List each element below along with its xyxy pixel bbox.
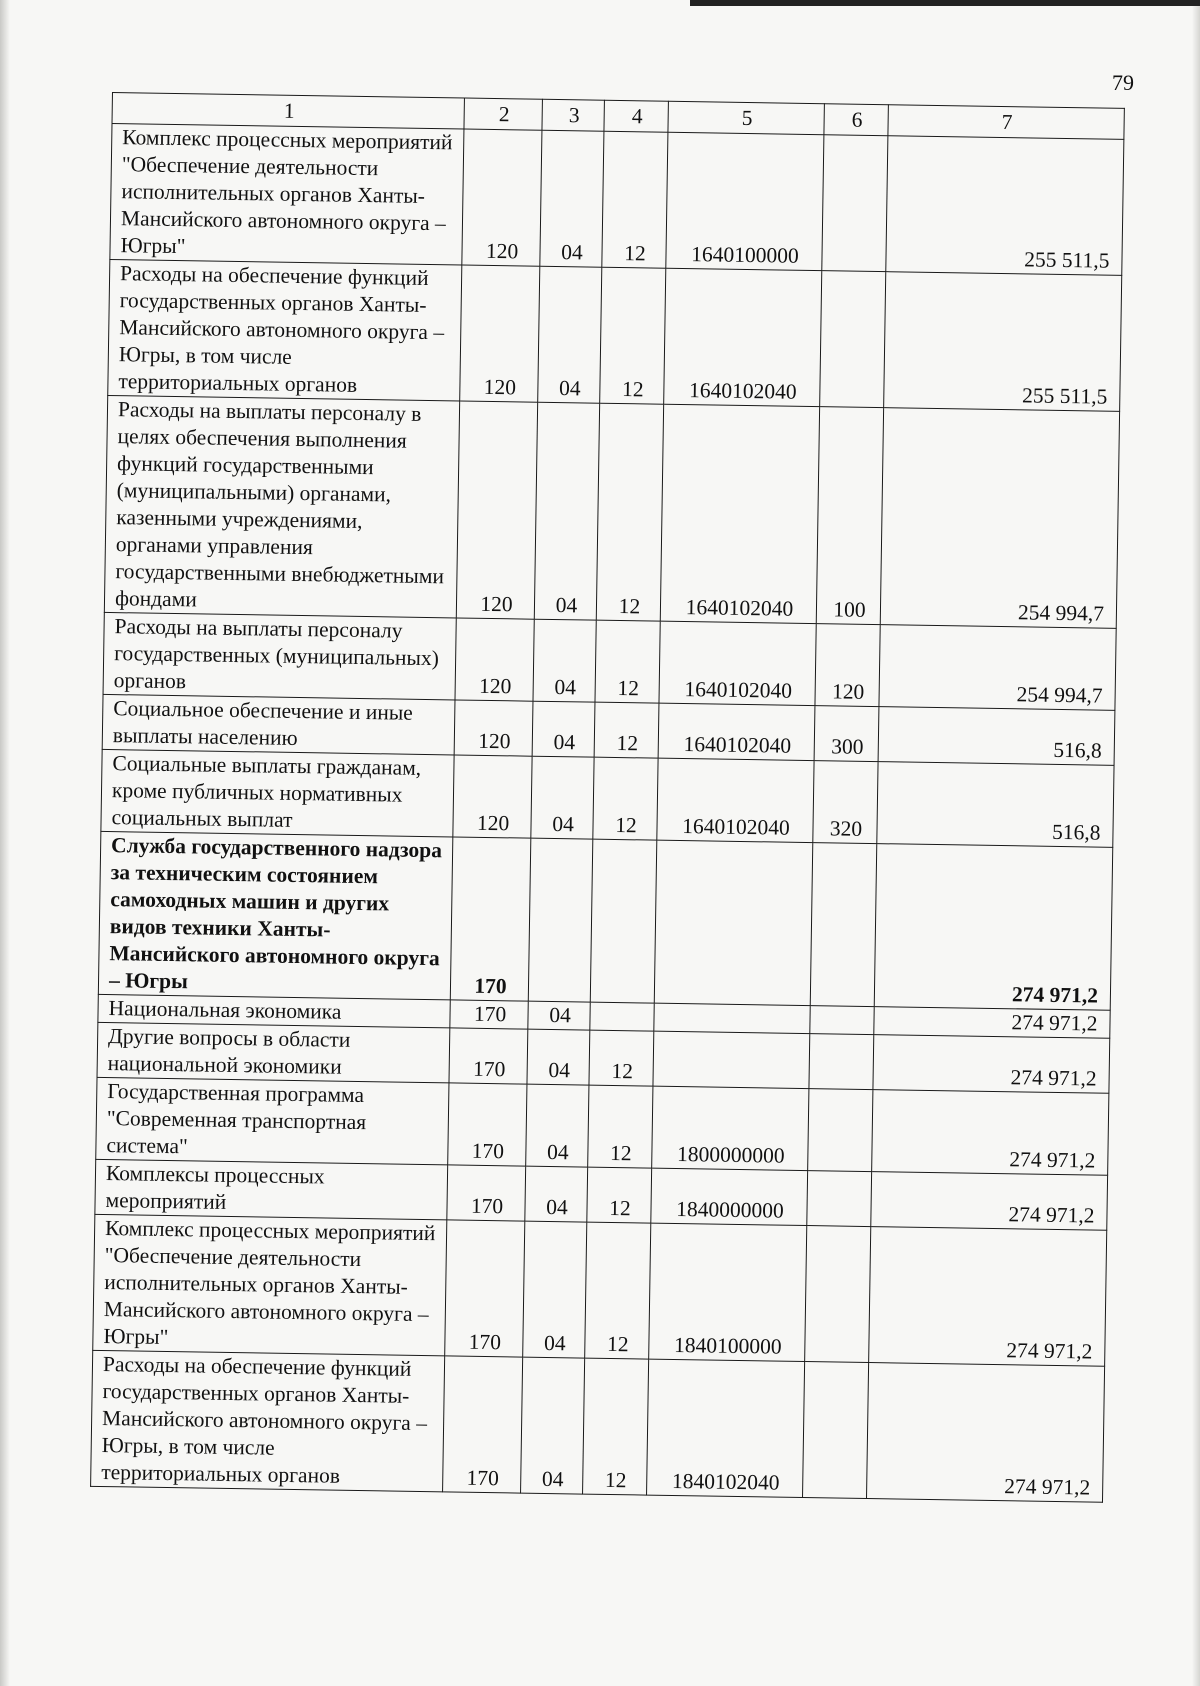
row-admin-code-cell: 170 xyxy=(445,1220,525,1357)
row-target-article-cell: 1840102040 xyxy=(647,1359,805,1497)
row-section-cell: 04 xyxy=(534,402,599,620)
row-amount-cell: 274 971,2 xyxy=(871,1172,1108,1231)
row-amount-cell: 516,8 xyxy=(877,762,1114,848)
row-section-cell xyxy=(528,838,593,1002)
row-section-cell: 04 xyxy=(521,1357,585,1494)
row-subsection-cell: 12 xyxy=(588,1085,653,1168)
row-target-article-cell: 1640102040 xyxy=(664,268,822,406)
row-name-cell: Социальные выплаты гражданам, кроме публичных нормативных социальных выплат xyxy=(101,749,454,837)
table-row xyxy=(108,259,1122,411)
row-amount-cell: 254 994,7 xyxy=(879,625,1116,711)
row-amount-cell: 274 971,2 xyxy=(873,1035,1110,1094)
table-row xyxy=(98,831,1112,1010)
row-subsection-cell: 12 xyxy=(593,757,658,840)
header-col-7: 7 xyxy=(888,105,1124,140)
row-name-cell: Национальная экономика xyxy=(98,994,450,1028)
row-admin-code-cell: 170 xyxy=(447,1165,526,1221)
row-subsection-cell xyxy=(590,839,657,1003)
row-subsection-cell: 12 xyxy=(585,1222,651,1359)
row-expense-type-cell: 120 xyxy=(815,624,880,707)
row-admin-code-cell: 120 xyxy=(462,129,542,266)
row-target-article-cell: 1640102040 xyxy=(658,703,815,760)
row-expense-type-cell xyxy=(820,271,886,408)
table-row xyxy=(110,124,1124,276)
row-name-cell: Комплексы процессных мероприятий xyxy=(95,1159,448,1220)
row-subsection-cell: 12 xyxy=(589,1030,654,1086)
row-expense-type-cell: 100 xyxy=(816,407,883,625)
table-body xyxy=(91,124,1124,1503)
row-amount-cell: 516,8 xyxy=(878,707,1115,766)
row-subsection-cell: 12 xyxy=(600,267,666,404)
row-subsection-cell: 12 xyxy=(583,1358,649,1495)
row-target-article-cell: 1840000000 xyxy=(651,1168,808,1225)
row-section-cell: 04 xyxy=(531,756,594,839)
row-amount-cell: 274 971,2 xyxy=(869,1227,1107,1367)
row-name-cell: Расходы на обеспечение функций государственных органов Ханты-Мансийского автономного округа – Югры, в том числе территориальных органов xyxy=(108,259,462,401)
row-amount-cell: 255 511,5 xyxy=(884,272,1122,412)
row-amount-cell: 274 971,2 xyxy=(874,1007,1110,1039)
row-amount-cell: 255 511,5 xyxy=(886,136,1124,276)
scan-edge-left xyxy=(0,0,10,1686)
row-expense-type-cell: 320 xyxy=(813,761,878,844)
row-name-cell: Комплекс процессных мероприятий "Обеспечение деятельности исполнительных органов Ханты-Мансийского автономного округа – Югры" xyxy=(110,124,464,266)
row-section-cell: 04 xyxy=(538,266,602,403)
table-row xyxy=(101,749,1114,847)
row-name-cell: Расходы на обеспечение функций государственных органов Ханты-Мансийского автономного округа – Югры, в том числе территориальных органов xyxy=(91,1350,445,1492)
row-expense-type-cell xyxy=(803,1362,869,1499)
row-amount-cell: 254 994,7 xyxy=(880,408,1119,629)
row-section-cell: 04 xyxy=(532,701,595,757)
row-expense-type-cell xyxy=(809,1034,874,1090)
row-section-cell: 04 xyxy=(540,130,604,267)
table-row xyxy=(104,395,1119,628)
table-row xyxy=(96,1077,1109,1175)
row-section-cell: 04 xyxy=(533,619,596,702)
header-col-4: 4 xyxy=(604,100,668,132)
row-name-cell: Расходы на выплаты персоналу государственных (муниципальных) органов xyxy=(103,612,456,700)
row-admin-code-cell: 170 xyxy=(443,1356,523,1493)
header-col-6: 6 xyxy=(824,104,888,136)
row-subsection-cell: 12 xyxy=(594,702,659,758)
row-name-cell: Другие вопросы в области национальной экономики xyxy=(97,1022,450,1083)
row-section-cell: 04 xyxy=(526,1084,589,1167)
row-expense-type-cell xyxy=(822,135,888,272)
row-target-article-cell: 1840100000 xyxy=(649,1223,807,1361)
header-col-1: 1 xyxy=(112,93,464,130)
page-number: 79 xyxy=(1112,70,1134,95)
row-amount-cell: 274 971,2 xyxy=(872,1090,1109,1176)
table-row xyxy=(91,1350,1105,1502)
row-expense-type-cell: 300 xyxy=(814,706,879,762)
table-row xyxy=(103,612,1116,710)
row-target-article-cell: 1640102040 xyxy=(660,404,819,623)
row-target-article-cell xyxy=(654,840,813,1005)
row-name-cell: Расходы на выплаты персоналу в целях обеспечения выполнения функций государственными (муниципальными) органами, казенными учреждениями, органами управления государственными внебюджетными фондами xyxy=(104,395,459,618)
row-target-article-cell xyxy=(654,1003,810,1033)
row-section-cell: 04 xyxy=(523,1221,587,1358)
header-col-2: 2 xyxy=(464,98,542,130)
row-admin-code-cell: 170 xyxy=(450,1000,528,1029)
row-admin-code-cell: 170 xyxy=(450,837,531,1001)
row-name-cell: Служба государственного надзора за техническим состоянием самоходных машин и других видов техники Ханты-Мансийского автономного округа – Югры xyxy=(98,831,453,1000)
row-admin-code-cell: 170 xyxy=(448,1083,527,1166)
row-expense-type-cell xyxy=(810,1006,874,1035)
row-subsection-cell xyxy=(590,1002,654,1031)
row-subsection-cell: 12 xyxy=(595,620,660,703)
row-subsection-cell: 12 xyxy=(587,1167,652,1223)
row-admin-code-cell: 120 xyxy=(453,755,532,838)
scan-edge-right xyxy=(1192,0,1200,1686)
budget-table xyxy=(90,92,1125,1503)
row-amount-cell: 274 971,2 xyxy=(867,1363,1105,1503)
row-target-article-cell: 1800000000 xyxy=(652,1086,809,1170)
header-col-5: 5 xyxy=(668,101,824,134)
row-subsection-cell: 12 xyxy=(596,403,663,621)
header-col-3: 3 xyxy=(542,99,604,131)
row-name-cell: Комплекс процессных мероприятий "Обеспечение деятельности исполнительных органов Ханты-Мансийского автономного округа – Югры" xyxy=(93,1214,447,1356)
row-expense-type-cell xyxy=(805,1226,871,1363)
row-section-cell: 04 xyxy=(528,1001,590,1030)
row-admin-code-cell: 120 xyxy=(455,618,534,701)
row-admin-code-cell: 170 xyxy=(449,1028,528,1084)
row-target-article-cell: 1640102040 xyxy=(657,758,814,842)
table-row xyxy=(93,1214,1107,1366)
row-target-article-cell: 1640102040 xyxy=(659,621,816,705)
budget-sheet xyxy=(90,92,1125,1503)
row-name-cell: Государственная программа "Современная транспортная система" xyxy=(96,1077,449,1165)
scan-top-line xyxy=(690,0,1200,6)
row-expense-type-cell xyxy=(807,1171,872,1227)
row-expense-type-cell xyxy=(808,1089,873,1172)
row-section-cell: 04 xyxy=(527,1029,590,1085)
row-name-cell: Социальное обеспечение и иные выплаты населению xyxy=(102,694,455,755)
row-amount-cell: 274 971,2 xyxy=(874,844,1113,1011)
row-target-article-cell: 1640100000 xyxy=(666,132,824,270)
row-admin-code-cell: 120 xyxy=(456,401,537,619)
row-expense-type-cell xyxy=(810,843,877,1007)
row-admin-code-cell: 120 xyxy=(460,265,540,402)
row-admin-code-cell: 120 xyxy=(454,700,533,756)
row-section-cell: 04 xyxy=(525,1166,588,1222)
row-target-article-cell xyxy=(653,1031,810,1088)
row-subsection-cell: 12 xyxy=(602,131,668,268)
